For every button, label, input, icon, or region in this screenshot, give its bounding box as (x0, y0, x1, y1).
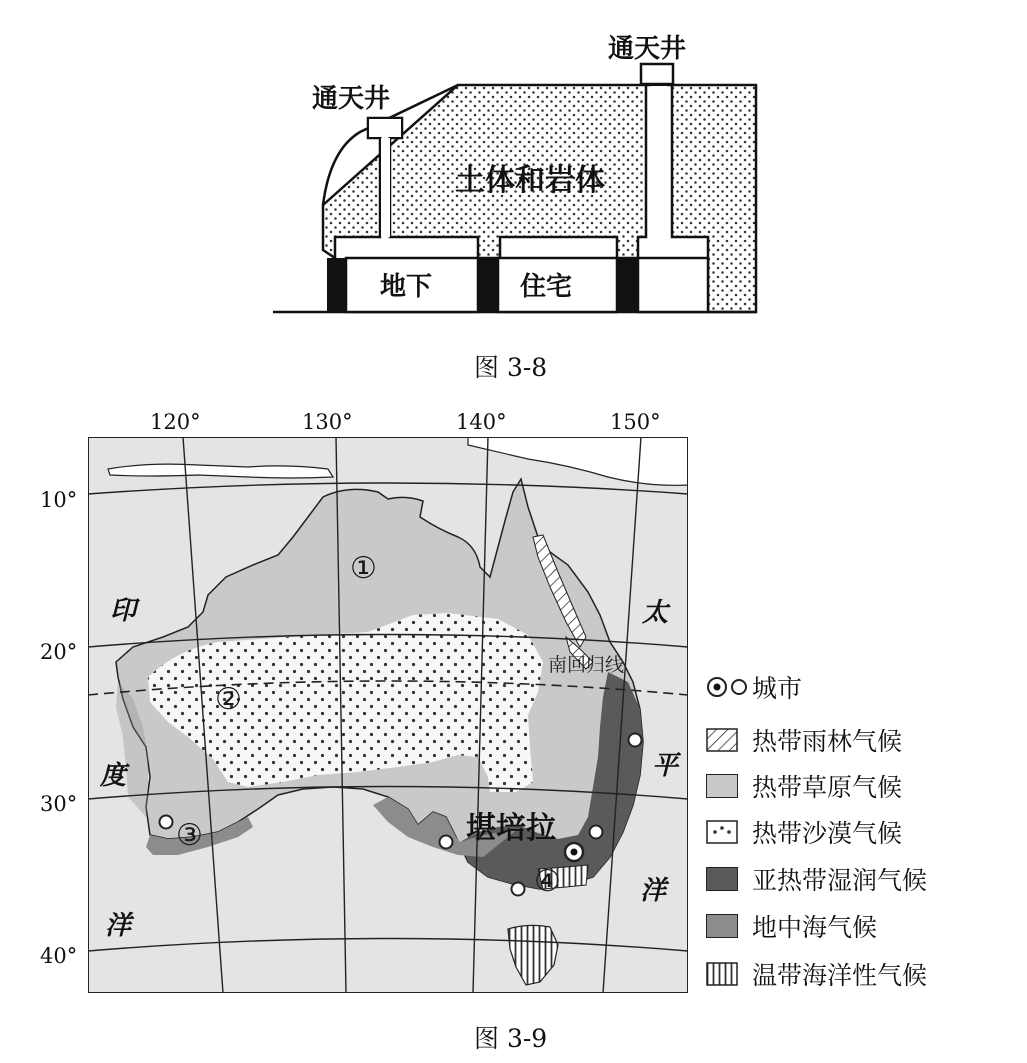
legend-item-savanna (706, 769, 902, 803)
legend-item-desert (706, 815, 902, 849)
figure-caption: 图 3-9 (474, 1024, 548, 1053)
ocean-indian-1: 印 (110, 596, 137, 626)
longitude-label: 130° (302, 410, 353, 434)
legend-label: 热带草原气候 (752, 773, 903, 802)
city-marker (440, 836, 453, 849)
desert-swatch-icon (706, 820, 738, 844)
region-marker-2: ② (215, 682, 242, 717)
latitude-label: 30° (40, 792, 78, 816)
city-marker (629, 734, 642, 747)
ocean-pacific-2: 平 (652, 751, 679, 781)
pillar (617, 258, 638, 312)
legend-label: 热带雨林气候 (752, 727, 903, 756)
soil-rock-label: 土体和岩体 (455, 163, 605, 198)
legend-label: 城市 (752, 674, 803, 703)
skylight-label-left: 通天井 (312, 84, 391, 114)
pillar (327, 258, 346, 312)
longitude-label: 150° (610, 410, 661, 434)
region-marker-4: ④ (534, 864, 561, 899)
city-symbol-icon (706, 675, 750, 699)
latitude-label: 10° (40, 488, 78, 512)
legend-item-city (706, 670, 802, 704)
legend-item-humid-subtropical (706, 862, 927, 896)
legend-label: 温带海洋性气候 (752, 961, 928, 990)
room-far-right (638, 258, 708, 312)
latitude-label: 40° (40, 944, 78, 968)
room-label-left: 地下 (380, 272, 433, 302)
tropic-label: 南回归线 (548, 654, 625, 676)
legend-label: 亚热带湿润气候 (752, 866, 928, 895)
longitude-label: 140° (456, 410, 507, 434)
ocean-pacific-1: 太 (642, 598, 669, 628)
oceanic-swatch-icon (706, 962, 738, 986)
figure-3-8 (0, 0, 1027, 390)
figure-caption: 图 3-8 (474, 353, 548, 382)
city-marker (590, 826, 603, 839)
longitude-label: 120° (150, 410, 201, 434)
rainforest-swatch-icon (706, 728, 738, 752)
legend-item-mediterranean (706, 909, 877, 943)
city-marker (512, 883, 525, 896)
legend-item-rainforest (706, 723, 902, 757)
savanna-swatch-icon (706, 774, 738, 798)
room-label-right: 住宅 (520, 272, 573, 302)
humid-subtropical-swatch-icon (706, 867, 738, 891)
skylight-label-right: 通天井 (608, 34, 687, 64)
mediterranean-swatch-icon (706, 914, 738, 938)
region-marker-1: ① (350, 551, 377, 586)
region-marker-3: ③ (176, 818, 203, 853)
ocean-pacific-3: 洋 (640, 876, 667, 906)
figure-3-9 (0, 400, 1027, 1063)
ocean-indian-2: 度 (100, 761, 127, 791)
city-label-canberra: 堪培拉 (466, 811, 556, 846)
legend-label: 地中海气候 (752, 913, 878, 942)
island (108, 464, 333, 478)
legend-label: 热带沙漠气候 (752, 819, 903, 848)
latitude-label: 20° (40, 640, 78, 664)
pillar (478, 258, 498, 312)
australia-climate-map (88, 437, 688, 993)
ocean-indian-3: 洋 (105, 911, 132, 941)
city-marker (160, 816, 173, 829)
legend-item-oceanic (706, 957, 927, 991)
